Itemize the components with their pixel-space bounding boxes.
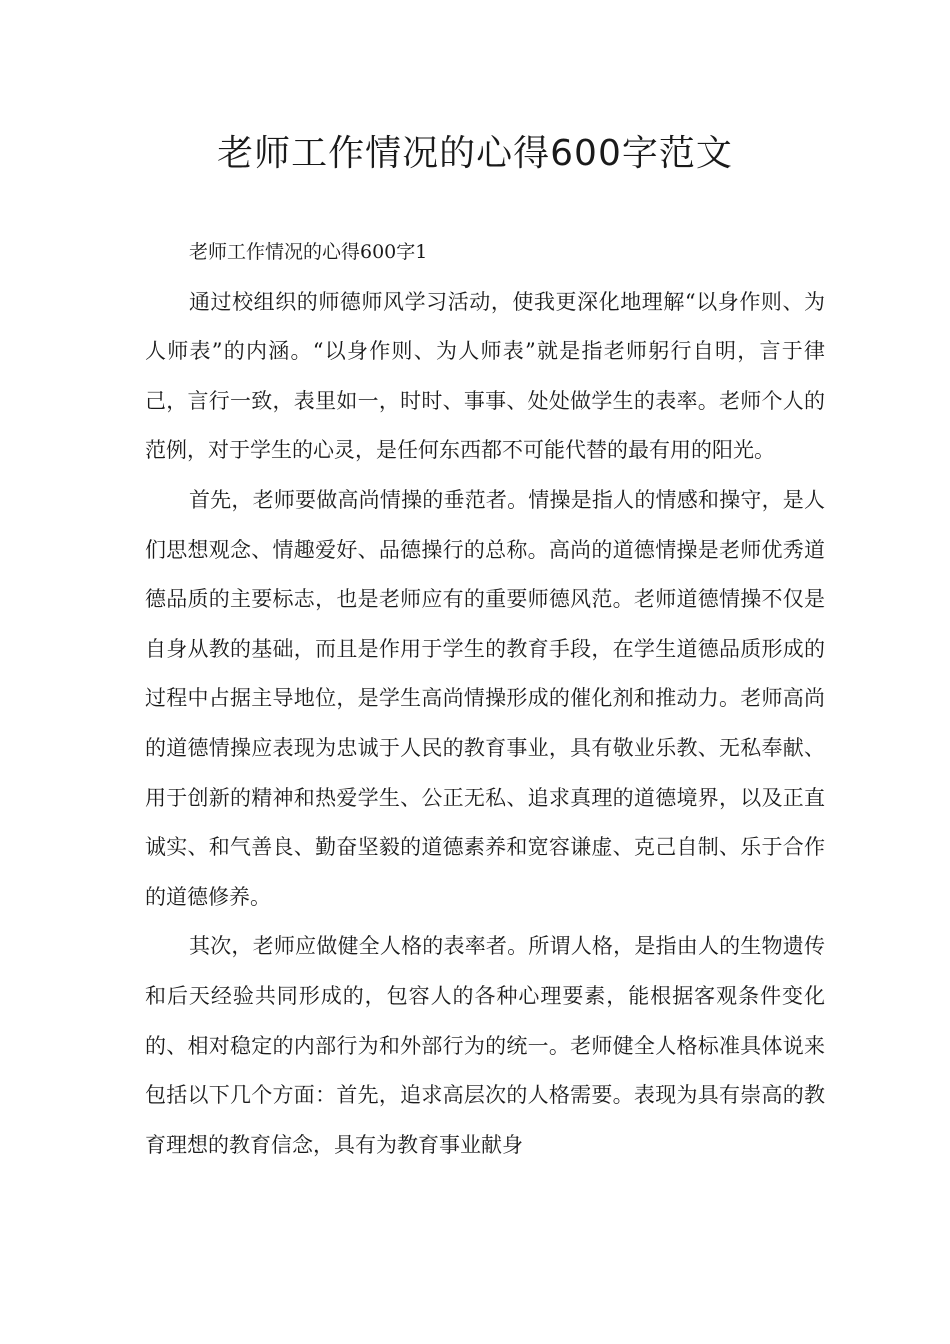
document-title: 老师工作情况的心得600字范文 bbox=[217, 133, 733, 174]
document-body bbox=[145, 228, 825, 1170]
paragraph-1: 通过校组织的师德师风学习活动，使我更深化地理解“以身作则、为人师表”的内涵。“以身作则、为人师表”就是指老师躬行自明，言于律己，言行一致，表里如一，时时、事事、处处做学生的表率。老师个人的范例，对于学生的心灵，是任何东西都不可能代替的最有用的阳光。 bbox=[145, 289, 825, 463]
section-heading: 老师工作情况的心得600字1 bbox=[189, 241, 428, 263]
paragraph-2: 首先，老师要做高尚情操的垂范者。情操是指人的情感和操守，是人们思想观念、情趣爱好、品德操行的总称。高尚的道德情操是老师优秀道德品质的主要标志，也是老师应有的重要师德风范。老师道德情操不仅是自身从教的基础，而且是作用于学生的教育手段，在学生道德品质形成的过程中占据主导地位，是学生高尚情操形成的催化剂和推动力。老师高尚的道德情操应表现为忠诚于人民的教育事业，具有敬业乐教、无私奉献、用于创新的精神和热爱学生、公正无私、追求真理的道德境界，以及正直诚实、和气善良、勤奋坚毅的道德素养和宽容谦虚、克己自制、乐于合作的道德修养。 bbox=[145, 487, 825, 909]
paragraph-3: 其次，老师应做健全人格的表率者。所谓人格，是指由人的生物遗传和后天经验共同形成的，包容人的各种心理要素，能根据客观条件变化的、相对稳定的内部行为和外部行为的统一。老师健全人格标准具体说来包括以下几个方面：首先，追求高层次的人格需要。表现为具有崇高的教育理想的教育信念，具有为教育事业献身 bbox=[145, 934, 825, 1157]
